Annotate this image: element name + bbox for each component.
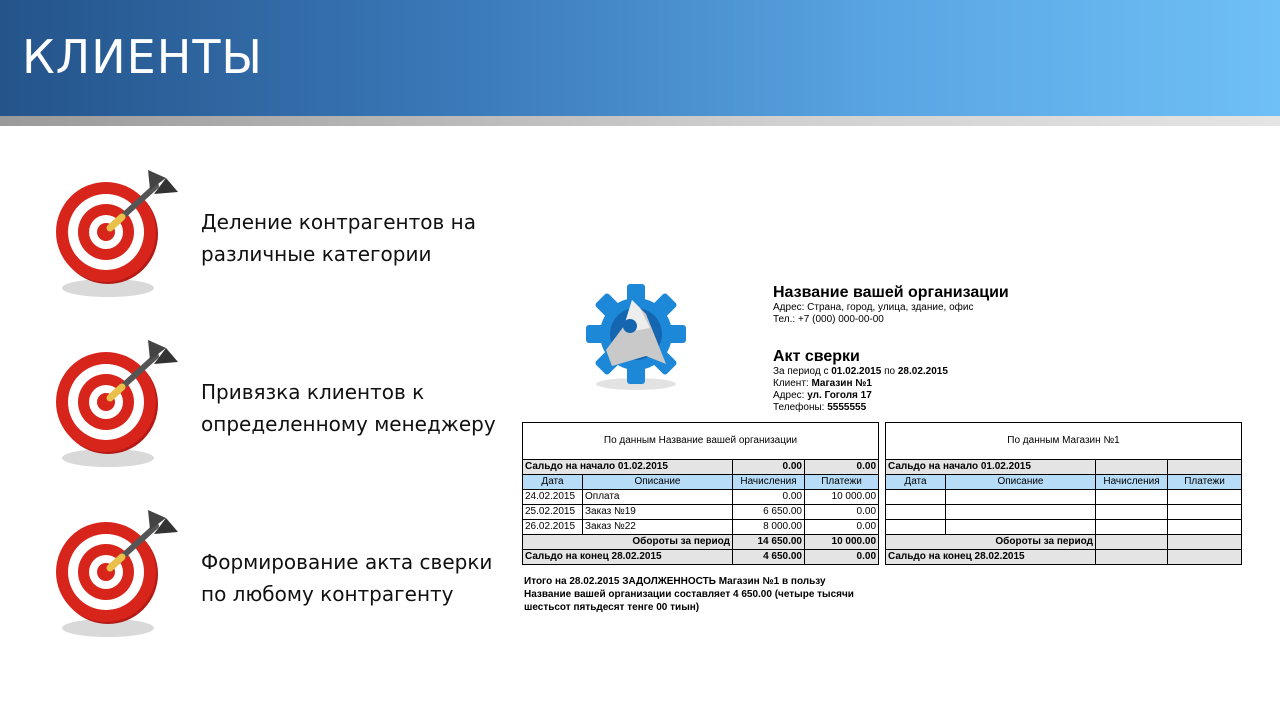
header-divider: [0, 116, 1280, 126]
row-debit: 0.00: [733, 490, 805, 505]
client-addr: ул. Гоголя 17: [807, 390, 872, 401]
right-table-header: По данным Магазин №1: [886, 423, 1242, 460]
closing-balance-row: [523, 550, 879, 565]
act-client-phone: [773, 402, 948, 414]
col-payments: Платежи: [805, 475, 879, 490]
table-row: [886, 490, 1242, 505]
turnover-row: [523, 535, 879, 550]
row-debit: 8 000.00: [733, 520, 805, 535]
table-row: [523, 505, 879, 520]
opening-balance-row: [886, 460, 1242, 475]
total-summary: Итого на 28.02.2015 ЗАДОЛЖЕННОСТЬ Магазин №1 в пользу Название вашей организации составляет 4 650.00 (четыре тысячи шестьсот пятьдесят тенге 00 тиын): [524, 576, 854, 613]
opening-credit: [1168, 460, 1242, 475]
period-to: 28.02.2015: [897, 366, 948, 377]
turnover-credit: [1168, 535, 1242, 550]
opening-debit: 0.00: [733, 460, 805, 475]
slide-title: КЛИЕНТЫ: [22, 30, 263, 84]
row-credit: 10 000.00: [805, 490, 879, 505]
closing-debit: [1096, 550, 1168, 565]
closing-balance-row: [886, 550, 1242, 565]
col-date: Дата: [886, 475, 946, 490]
opening-debit: [1096, 460, 1168, 475]
turnover-label: Обороты за период: [886, 535, 1096, 550]
bullet-text: Формирование акта сверки по любому контрагенту: [201, 550, 493, 606]
row-desc: Оплата: [583, 490, 733, 505]
org-name: Название вашей организации: [773, 284, 1009, 301]
period-prefix: За период с: [773, 366, 832, 377]
org-phone: Тел.: +7 (000) 000-00-00: [773, 314, 884, 325]
row-desc: Заказ №22: [583, 520, 733, 535]
closing-credit: 0.00: [805, 550, 879, 565]
turnover-label: Обороты за период: [523, 535, 733, 550]
col-description: Описание: [583, 475, 733, 490]
closing-label: Сальдо на конец 28.02.2015: [886, 550, 1096, 565]
opening-label: Сальдо на начало 01.02.2015: [523, 460, 733, 475]
row-date: 24.02.2015: [523, 490, 583, 505]
row-date: 26.02.2015: [523, 520, 583, 535]
turnover-debit: 14 650.00: [733, 535, 805, 550]
act-client-address: [773, 390, 948, 402]
act-client: [773, 378, 948, 390]
opening-balance-row: [523, 460, 879, 475]
org-address: Адрес: Страна, город, улица, здание, офис: [773, 302, 974, 313]
turnover-credit: 10 000.00: [805, 535, 879, 550]
header-banner: [0, 0, 1280, 116]
column-header-row: [886, 475, 1242, 490]
left-reconciliation-table: [522, 422, 879, 565]
column-header-row: [523, 475, 879, 490]
table-row: [886, 520, 1242, 535]
row-desc: Заказ №19: [583, 505, 733, 520]
opening-label: Сальдо на начало 01.02.2015: [886, 460, 1096, 475]
col-charges: Начисления: [1096, 475, 1168, 490]
client-prefix: Клиент:: [773, 378, 812, 389]
bullet-item-2: [50, 336, 510, 486]
target-dart-icon: [50, 336, 190, 476]
period-mid: по: [881, 366, 898, 377]
client-name: Магазин №1: [811, 378, 872, 389]
document-header: [773, 284, 1009, 326]
col-date: Дата: [523, 475, 583, 490]
opening-credit: 0.00: [805, 460, 879, 475]
bullet-text: Привязка клиентов к определенному менеджеру: [201, 380, 496, 436]
table-row: [523, 520, 879, 535]
closing-credit: [1168, 550, 1242, 565]
right-reconciliation-table: [885, 422, 1242, 565]
bullet-item-3: [50, 506, 510, 656]
client-phone: 5555555: [827, 402, 867, 413]
row-credit: 0.00: [805, 520, 879, 535]
client-addr-prefix: Адрес:: [773, 390, 808, 401]
period-from: 01.02.2015: [831, 366, 882, 377]
table-row: [523, 490, 879, 505]
act-period: [773, 366, 948, 378]
act-title: Акт сверки: [773, 348, 860, 365]
row-credit: 0.00: [805, 505, 879, 520]
turnover-debit: [1096, 535, 1168, 550]
bullet-item-1: [50, 166, 510, 316]
row-debit: 6 650.00: [733, 505, 805, 520]
act-info: [773, 348, 948, 414]
closing-label: Сальдо на конец 28.02.2015: [523, 550, 733, 565]
turnover-row: [886, 535, 1242, 550]
gear-logo-icon: [584, 280, 692, 392]
target-dart-icon: [50, 166, 190, 306]
table-row: [886, 505, 1242, 520]
row-date: 25.02.2015: [523, 505, 583, 520]
left-table-header: По данным Название вашей организации: [523, 423, 879, 460]
col-payments: Платежи: [1168, 475, 1242, 490]
closing-debit: 4 650.00: [733, 550, 805, 565]
client-phone-prefix: Телефоны:: [773, 402, 828, 413]
col-description: Описание: [946, 475, 1096, 490]
target-dart-icon: [50, 506, 190, 646]
bullet-text: Деление контрагентов на различные категории: [201, 210, 476, 266]
col-charges: Начисления: [733, 475, 805, 490]
